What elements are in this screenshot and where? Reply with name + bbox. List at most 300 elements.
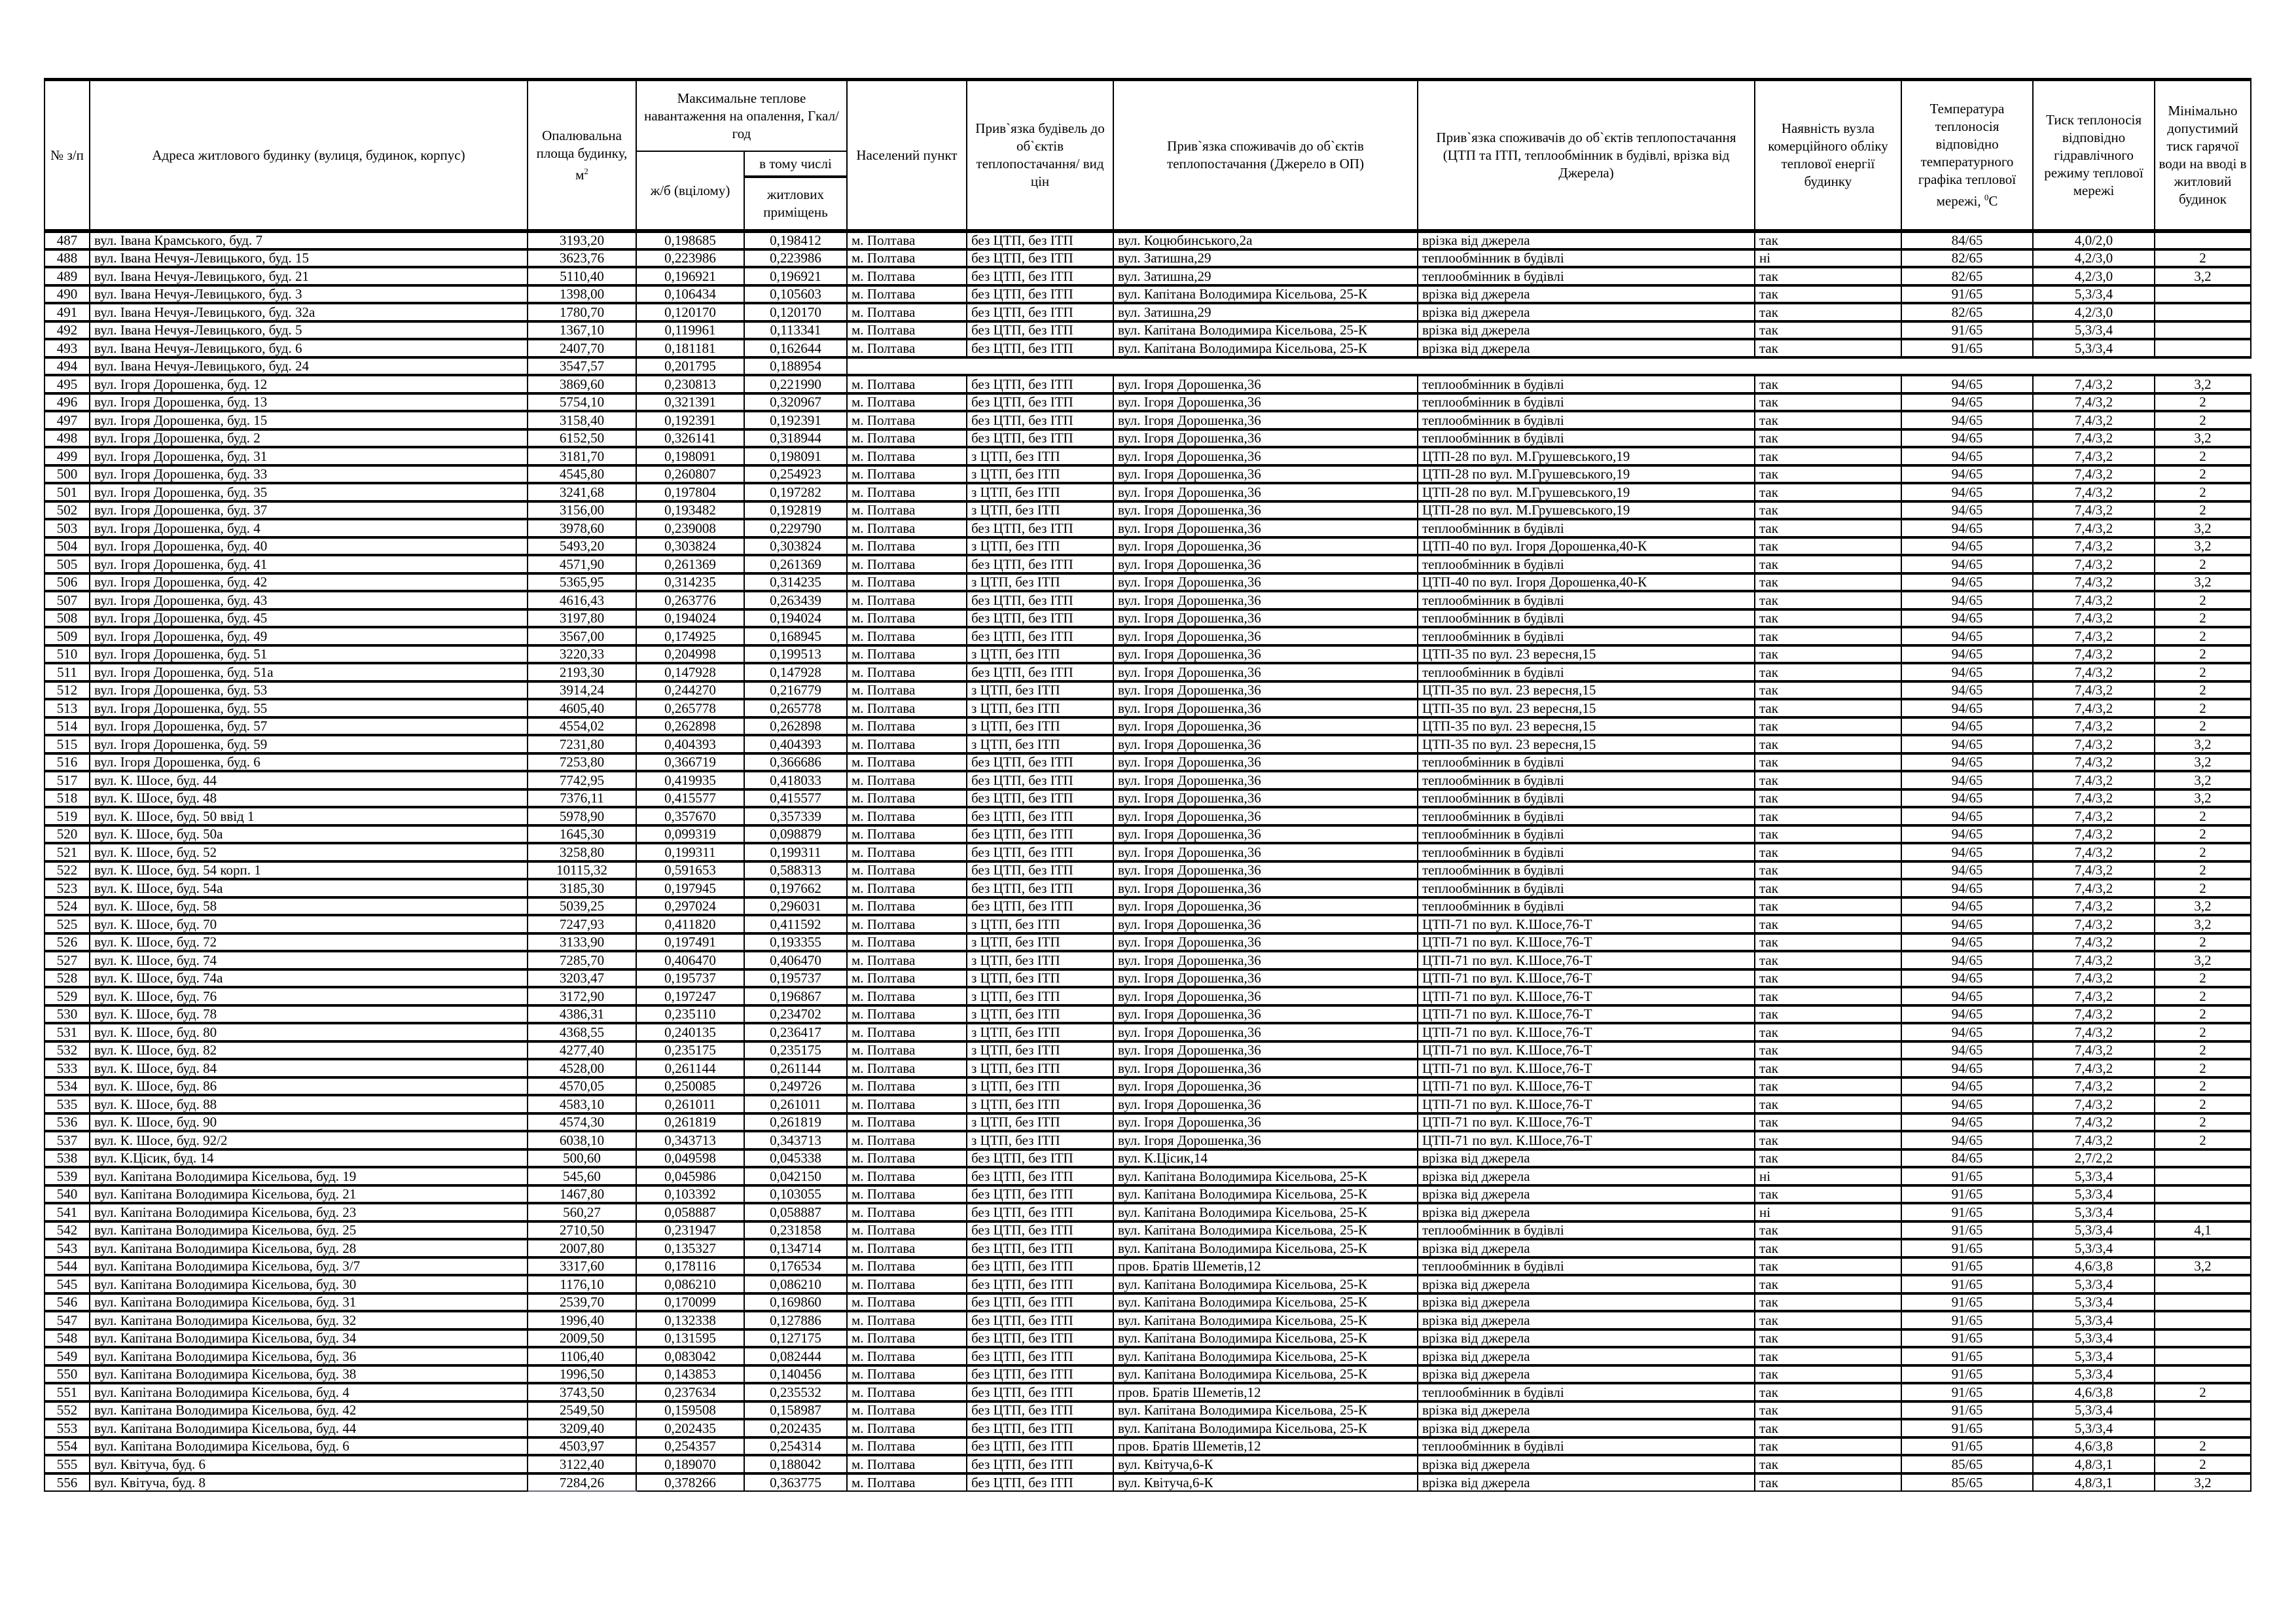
cell-binding-type: без ЦТП, без ІТП bbox=[967, 1473, 1113, 1492]
cell-connection: теплообмінник в будівлі bbox=[1418, 1437, 1755, 1456]
cell-load-total: 0,197804 bbox=[636, 483, 744, 501]
cell-load-total: 0,254357 bbox=[636, 1437, 744, 1456]
cell-address: вул. К. Шосе, буд. 92/2 bbox=[90, 1131, 528, 1149]
cell-temperature: 94/65 bbox=[1901, 555, 2033, 573]
cell-min-pressure: 2 bbox=[2155, 663, 2251, 681]
cell-load-residential: 0,113341 bbox=[744, 321, 847, 340]
cell-binding-type: з ЦТП, без ІТП bbox=[967, 969, 1113, 988]
table-row bbox=[45, 375, 2251, 393]
cell-temperature: 94/65 bbox=[1901, 465, 2033, 484]
cell-source: вул. Ігоря Дорошенка,36 bbox=[1113, 1023, 1418, 1041]
cell-address: вул. К. Шосе, буд. 70 bbox=[90, 915, 528, 933]
cell-temperature: 94/65 bbox=[1901, 825, 2033, 844]
cell-address: вул. Ігоря Дорошенка, буд. 55 bbox=[90, 699, 528, 717]
cell-load-residential: 0,411592 bbox=[744, 915, 847, 933]
cell-meter: так bbox=[1755, 1077, 1901, 1096]
cell-min-pressure: 3,2 bbox=[2155, 789, 2251, 808]
cell-heated-area: 7247,93 bbox=[528, 915, 636, 933]
cell-min-pressure bbox=[2155, 1293, 2251, 1312]
cell-binding-type: з ЦТП, без ІТП bbox=[967, 1005, 1113, 1024]
cell-pressure: 2,7/2,2 bbox=[2033, 1149, 2155, 1168]
cell-load-total: 0,197247 bbox=[636, 987, 744, 1005]
cell-source: вул. Ігоря Дорошенка,36 bbox=[1113, 393, 1418, 412]
cell-address: вул. К. Шосе, буд. 76 bbox=[90, 987, 528, 1005]
cell-source: вул. Капітана Володимира Кісельова, 25-К bbox=[1113, 1401, 1418, 1420]
cell-min-pressure bbox=[2155, 1185, 2251, 1204]
cell-address: вул. Капітана Володимира Кісельова, буд. 34 bbox=[90, 1329, 528, 1348]
cell-address: вул. Ігоря Дорошенка, буд. 49 bbox=[90, 627, 528, 645]
cell-heated-area: 7253,80 bbox=[528, 753, 636, 772]
cell-source: вул. Ігоря Дорошенка,36 bbox=[1113, 555, 1418, 573]
cell-address: вул. К.Цісик, буд. 14 bbox=[90, 1149, 528, 1168]
cell-temperature: 94/65 bbox=[1901, 969, 2033, 988]
cell-temperature: 94/65 bbox=[1901, 987, 2033, 1005]
table-row bbox=[45, 447, 2251, 465]
cell-load-residential: 0,363775 bbox=[744, 1473, 847, 1492]
cell-heated-area: 3869,60 bbox=[528, 375, 636, 393]
table-row bbox=[45, 267, 2251, 285]
cell-min-pressure: 3,2 bbox=[2155, 375, 2251, 393]
cell-source: вул. Ігоря Дорошенка,36 bbox=[1113, 717, 1418, 736]
table-row bbox=[45, 789, 2251, 808]
cell-heated-area: 3193,20 bbox=[528, 231, 636, 249]
cell-pressure: 7,4/3,2 bbox=[2033, 987, 2155, 1005]
cell-load-residential: 0,254923 bbox=[744, 465, 847, 484]
table-row bbox=[45, 1437, 2251, 1456]
cell-load-total: 0,326141 bbox=[636, 429, 744, 448]
cell-pressure: 7,4/3,2 bbox=[2033, 537, 2155, 556]
cell-load-residential: 0,176534 bbox=[744, 1257, 847, 1276]
cell-address: вул. Капітана Володимира Кісельова, буд. 38 bbox=[90, 1365, 528, 1384]
cell-source: вул. Ігоря Дорошенка,36 bbox=[1113, 807, 1418, 825]
cell-meter: так bbox=[1755, 879, 1901, 897]
cell-connection: врізка від джерела bbox=[1418, 1347, 1755, 1365]
cell-meter: так bbox=[1755, 1239, 1901, 1257]
cell-heated-area: 1996,40 bbox=[528, 1311, 636, 1329]
header-load-incl: в тому числі bbox=[744, 151, 847, 177]
cell-heated-area: 1996,50 bbox=[528, 1365, 636, 1384]
cell-min-pressure bbox=[2155, 285, 2251, 304]
cell-source: вул. Капітана Володимира Кісельова, 25-К bbox=[1113, 1275, 1418, 1293]
cell-heated-area: 2539,70 bbox=[528, 1293, 636, 1312]
cell-binding-type: без ЦТП, без ІТП bbox=[967, 861, 1113, 880]
cell-row-number: 518 bbox=[45, 789, 90, 808]
cell-temperature: 91/65 bbox=[1901, 1239, 2033, 1257]
cell-address: вул. Квітуча, буд. 6 bbox=[90, 1455, 528, 1473]
cell-connection: теплообмінник в будівлі bbox=[1418, 429, 1755, 448]
cell-settlement: м. Полтава bbox=[847, 1167, 967, 1185]
cell-load-residential: 0,127175 bbox=[744, 1329, 847, 1348]
cell-settlement: м. Полтава bbox=[847, 627, 967, 645]
cell-pressure: 5,3/3,4 bbox=[2033, 1329, 2155, 1348]
cell-min-pressure: 2 bbox=[2155, 1383, 2251, 1401]
cell-binding-type: без ЦТП, без ІТП bbox=[967, 1167, 1113, 1185]
cell-load-total: 0,197491 bbox=[636, 933, 744, 952]
cell-binding-type: без ЦТП, без ІТП bbox=[967, 1257, 1113, 1276]
cell-min-pressure: 2 bbox=[2155, 1077, 2251, 1096]
cell-meter: так bbox=[1755, 393, 1901, 412]
cell-row-number: 543 bbox=[45, 1239, 90, 1257]
header-load-total: ж/б (вцілому) bbox=[636, 151, 744, 231]
cell-row-number: 517 bbox=[45, 771, 90, 789]
cell-settlement: м. Полтава bbox=[847, 321, 967, 340]
cell-address: вул. Ігоря Дорошенка, буд. 43 bbox=[90, 591, 528, 609]
cell-pressure: 7,4/3,2 bbox=[2033, 735, 2155, 753]
cell-meter: так bbox=[1755, 465, 1901, 484]
cell-settlement: м. Полтава bbox=[847, 789, 967, 808]
cell-binding-type: з ЦТП, без ІТП bbox=[967, 699, 1113, 717]
cell-temperature: 91/65 bbox=[1901, 1419, 2033, 1437]
cell-heated-area: 1176,10 bbox=[528, 1275, 636, 1293]
cell-row-number: 521 bbox=[45, 843, 90, 861]
cell-temperature: 94/65 bbox=[1901, 429, 2033, 448]
cell-temperature bbox=[1901, 357, 2033, 376]
table-row bbox=[45, 1401, 2251, 1420]
cell-load-total: 0,230813 bbox=[636, 375, 744, 393]
cell-source: вул. Капітана Володимира Кісельова, 25-К bbox=[1113, 1419, 1418, 1437]
cell-source: вул. Ігоря Дорошенка,36 bbox=[1113, 375, 1418, 393]
cell-binding-type: з ЦТП, без ІТП bbox=[967, 1095, 1113, 1113]
table-row bbox=[45, 537, 2251, 556]
heat-supply-table-sheet bbox=[44, 78, 2251, 1492]
cell-min-pressure bbox=[2155, 321, 2251, 340]
cell-load-total: 0,591653 bbox=[636, 861, 744, 880]
table-row bbox=[45, 699, 2251, 717]
cell-settlement: м. Полтава bbox=[847, 483, 967, 501]
cell-min-pressure: 2 bbox=[2155, 1041, 2251, 1060]
table-row bbox=[45, 717, 2251, 736]
cell-meter: так bbox=[1755, 537, 1901, 556]
cell-pressure: 7,4/3,2 bbox=[2033, 843, 2155, 861]
cell-pressure: 5,3/3,4 bbox=[2033, 1293, 2155, 1312]
cell-min-pressure bbox=[2155, 1311, 2251, 1329]
cell-temperature: 94/65 bbox=[1901, 483, 2033, 501]
cell-source: вул. Ігоря Дорошенка,36 bbox=[1113, 537, 1418, 556]
cell-pressure: 7,4/3,2 bbox=[2033, 1005, 2155, 1024]
cell-source: вул. Ігоря Дорошенка,36 bbox=[1113, 411, 1418, 429]
cell-load-residential: 0,318944 bbox=[744, 429, 847, 448]
cell-source: вул. Коцюбинського,2а bbox=[1113, 231, 1418, 249]
cell-row-number: 529 bbox=[45, 987, 90, 1005]
cell-heated-area: 4545,80 bbox=[528, 465, 636, 484]
cell-min-pressure: 2 bbox=[2155, 969, 2251, 988]
cell-temperature: 94/65 bbox=[1901, 1113, 2033, 1132]
cell-load-total: 0,178116 bbox=[636, 1257, 744, 1276]
cell-settlement bbox=[847, 357, 967, 376]
cell-settlement: м. Полтава bbox=[847, 429, 967, 448]
cell-binding-type: без ЦТП, без ІТП bbox=[967, 897, 1113, 916]
cell-min-pressure: 2 bbox=[2155, 699, 2251, 717]
cell-pressure: 7,4/3,2 bbox=[2033, 1059, 2155, 1077]
cell-heated-area: 4616,43 bbox=[528, 591, 636, 609]
cell-meter: так bbox=[1755, 951, 1901, 969]
cell-heated-area: 4554,02 bbox=[528, 717, 636, 736]
cell-load-total: 0,261144 bbox=[636, 1059, 744, 1077]
cell-temperature: 94/65 bbox=[1901, 1023, 2033, 1041]
cell-heated-area: 2193,30 bbox=[528, 663, 636, 681]
cell-settlement: м. Полтава bbox=[847, 285, 967, 304]
cell-row-number: 515 bbox=[45, 735, 90, 753]
cell-min-pressure: 2 bbox=[2155, 1113, 2251, 1132]
cell-heated-area: 560,27 bbox=[528, 1203, 636, 1221]
cell-meter: так bbox=[1755, 663, 1901, 681]
table-row bbox=[45, 1293, 2251, 1312]
cell-min-pressure bbox=[2155, 1329, 2251, 1348]
table-row bbox=[45, 483, 2251, 501]
cell-row-number: 514 bbox=[45, 717, 90, 736]
cell-address: вул. Ігоря Дорошенка, буд. 35 bbox=[90, 483, 528, 501]
table-row bbox=[45, 555, 2251, 573]
cell-settlement: м. Полтава bbox=[847, 969, 967, 988]
cell-pressure: 5,3/3,4 bbox=[2033, 1275, 2155, 1293]
table-row bbox=[45, 987, 2251, 1005]
cell-temperature: 94/65 bbox=[1901, 1059, 2033, 1077]
cell-load-total: 0,366719 bbox=[636, 753, 744, 772]
cell-meter: так bbox=[1755, 645, 1901, 664]
cell-load-residential: 0,404393 bbox=[744, 735, 847, 753]
cell-load-total: 0,297024 bbox=[636, 897, 744, 916]
cell-pressure: 7,4/3,2 bbox=[2033, 915, 2155, 933]
cell-source: вул. Ігоря Дорошенка,36 bbox=[1113, 1059, 1418, 1077]
cell-pressure: 5,3/3,4 bbox=[2033, 1239, 2155, 1257]
cell-load-residential: 0,235175 bbox=[744, 1041, 847, 1060]
cell-meter: так bbox=[1755, 1311, 1901, 1329]
cell-address: вул. Капітана Володимира Кісельова, буд. 31 bbox=[90, 1293, 528, 1312]
cell-meter: так bbox=[1755, 627, 1901, 645]
cell-temperature: 94/65 bbox=[1901, 699, 2033, 717]
cell-settlement: м. Полтава bbox=[847, 1473, 967, 1492]
cell-heated-area: 545,60 bbox=[528, 1167, 636, 1185]
cell-binding-type: без ЦТП, без ІТП bbox=[967, 339, 1113, 357]
cell-source: вул. Ігоря Дорошенка,36 bbox=[1113, 465, 1418, 484]
cell-connection: врізка від джерела bbox=[1418, 1239, 1755, 1257]
cell-row-number: 501 bbox=[45, 483, 90, 501]
cell-heated-area: 4277,40 bbox=[528, 1041, 636, 1060]
cell-source: вул. Квітуча,6-К bbox=[1113, 1455, 1418, 1473]
cell-load-total: 0,193482 bbox=[636, 501, 744, 520]
cell-source: вул. Капітана Володимира Кісельова, 25-К bbox=[1113, 1221, 1418, 1240]
cell-min-pressure: 3,2 bbox=[2155, 267, 2251, 285]
cell-binding-type: без ЦТП, без ІТП bbox=[967, 1365, 1113, 1384]
cell-connection: ЦТП-35 по вул. 23 вересня,15 bbox=[1418, 717, 1755, 736]
cell-meter: так bbox=[1755, 1365, 1901, 1384]
table-row bbox=[45, 1149, 2251, 1168]
header-area: Опалювальна площа будинку, $м^2$ bbox=[528, 80, 636, 232]
cell-min-pressure: 3,2 bbox=[2155, 735, 2251, 753]
cell-min-pressure: 2 bbox=[2155, 717, 2251, 736]
cell-source: вул. Ігоря Дорошенка,36 bbox=[1113, 429, 1418, 448]
cell-row-number: 533 bbox=[45, 1059, 90, 1077]
cell-address: вул. Ігоря Дорошенка, буд. 37 bbox=[90, 501, 528, 520]
cell-temperature: 91/65 bbox=[1901, 1401, 2033, 1420]
cell-meter: так bbox=[1755, 1329, 1901, 1348]
cell-heated-area: 4583,10 bbox=[528, 1095, 636, 1113]
cell-temperature: 94/65 bbox=[1901, 1041, 2033, 1060]
cell-connection: теплообмінник в будівлі bbox=[1418, 843, 1755, 861]
cell-pressure: 4,2/3,0 bbox=[2033, 267, 2155, 285]
cell-min-pressure: 3,2 bbox=[2155, 771, 2251, 789]
cell-load-residential: 0,197662 bbox=[744, 879, 847, 897]
cell-temperature: 94/65 bbox=[1901, 1005, 2033, 1024]
cell-load-residential: 0,195737 bbox=[744, 969, 847, 988]
cell-heated-area: 7231,80 bbox=[528, 735, 636, 753]
table-row bbox=[45, 645, 2251, 664]
cell-settlement: м. Полтава bbox=[847, 1293, 967, 1312]
table-row bbox=[45, 735, 2251, 753]
cell-load-residential: 0,147928 bbox=[744, 663, 847, 681]
cell-min-pressure: 2 bbox=[2155, 501, 2251, 520]
cell-temperature: 94/65 bbox=[1901, 915, 2033, 933]
cell-address: вул. Капітана Володимира Кісельова, буд. 32 bbox=[90, 1311, 528, 1329]
cell-address: вул. К. Шосе, буд. 90 bbox=[90, 1113, 528, 1132]
cell-row-number: 492 bbox=[45, 321, 90, 340]
cell-load-total: 0,143853 bbox=[636, 1365, 744, 1384]
cell-min-pressure bbox=[2155, 303, 2251, 321]
cell-address: вул. Капітана Володимира Кісельова, буд. 23 bbox=[90, 1203, 528, 1221]
cell-meter: так bbox=[1755, 771, 1901, 789]
cell-load-residential: 0,162644 bbox=[744, 339, 847, 357]
cell-min-pressure: 3,2 bbox=[2155, 1473, 2251, 1492]
cell-settlement: м. Полтава bbox=[847, 1059, 967, 1077]
cell-row-number: 540 bbox=[45, 1185, 90, 1204]
cell-pressure: 4,2/3,0 bbox=[2033, 249, 2155, 268]
cell-load-total: 0,199311 bbox=[636, 843, 744, 861]
cell-binding-type: без ЦТП, без ІТП bbox=[967, 609, 1113, 628]
cell-connection: врізка від джерела bbox=[1418, 1275, 1755, 1293]
cell-load-residential: 0,103055 bbox=[744, 1185, 847, 1204]
cell-binding-type: без ЦТП, без ІТП bbox=[967, 663, 1113, 681]
cell-source: вул. Ігоря Дорошенка,36 bbox=[1113, 861, 1418, 880]
cell-heated-area: 3241,68 bbox=[528, 483, 636, 501]
cell-source: вул. Ігоря Дорошенка,36 bbox=[1113, 843, 1418, 861]
cell-address: вул. К. Шосе, буд. 84 bbox=[90, 1059, 528, 1077]
cell-source bbox=[1113, 357, 1418, 376]
cell-meter: так bbox=[1755, 1131, 1901, 1149]
cell-source: вул. Ігоря Дорошенка,36 bbox=[1113, 915, 1418, 933]
cell-source: вул. Ігоря Дорошенка,36 bbox=[1113, 1077, 1418, 1096]
header-binding-type: Прив`язка будівель до об`єктів теплопостачання/ вид цін bbox=[967, 80, 1113, 232]
cell-min-pressure: 2 bbox=[2155, 825, 2251, 844]
cell-connection: ЦТП-35 по вул. 23 вересня,15 bbox=[1418, 681, 1755, 700]
cell-heated-area: 4570,05 bbox=[528, 1077, 636, 1096]
table-row bbox=[45, 663, 2251, 681]
cell-temperature: 91/65 bbox=[1901, 1383, 2033, 1401]
cell-settlement: м. Полтава bbox=[847, 1347, 967, 1365]
cell-meter: так bbox=[1755, 573, 1901, 592]
cell-binding-type: без ЦТП, без ІТП bbox=[967, 303, 1113, 321]
cell-connection: врізка від джерела bbox=[1418, 1293, 1755, 1312]
cell-binding-type: без ЦТП, без ІТП bbox=[967, 789, 1113, 808]
cell-row-number: 532 bbox=[45, 1041, 90, 1060]
cell-source: вул. Капітана Володимира Кісельова, 25-К bbox=[1113, 1185, 1418, 1204]
cell-heated-area: 3172,90 bbox=[528, 987, 636, 1005]
cell-pressure: 5,3/3,4 bbox=[2033, 1311, 2155, 1329]
table-row bbox=[45, 1383, 2251, 1401]
cell-temperature: 94/65 bbox=[1901, 951, 2033, 969]
cell-load-residential: 0,314235 bbox=[744, 573, 847, 592]
cell-pressure: 4,8/3,1 bbox=[2033, 1473, 2155, 1492]
cell-heated-area: 7284,26 bbox=[528, 1473, 636, 1492]
cell-source: вул. Капітана Володимира Кісельова, 25-К bbox=[1113, 1203, 1418, 1221]
cell-load-total: 0,197945 bbox=[636, 879, 744, 897]
cell-row-number: 523 bbox=[45, 879, 90, 897]
cell-load-residential: 0,192819 bbox=[744, 501, 847, 520]
cell-min-pressure: 2 bbox=[2155, 933, 2251, 952]
cell-pressure: 7,4/3,2 bbox=[2033, 573, 2155, 592]
table-row bbox=[45, 1221, 2251, 1240]
cell-temperature: 91/65 bbox=[1901, 1203, 2033, 1221]
cell-load-total: 0,192391 bbox=[636, 411, 744, 429]
table-row bbox=[45, 1473, 2251, 1492]
cell-binding-type: без ЦТП, без ІТП bbox=[967, 591, 1113, 609]
cell-min-pressure: 2 bbox=[2155, 861, 2251, 880]
cell-heated-area: 6038,10 bbox=[528, 1131, 636, 1149]
cell-load-total: 0,195737 bbox=[636, 969, 744, 988]
cell-load-total: 0,235175 bbox=[636, 1041, 744, 1060]
cell-row-number: 506 bbox=[45, 573, 90, 592]
cell-address: вул. Ігоря Дорошенка, буд. 12 bbox=[90, 375, 528, 393]
cell-address: вул. К. Шосе, буд. 74 bbox=[90, 951, 528, 969]
cell-binding-type: без ЦТП, без ІТП bbox=[967, 1455, 1113, 1473]
cell-pressure: 5,3/3,4 bbox=[2033, 321, 2155, 340]
cell-pressure: 7,4/3,2 bbox=[2033, 897, 2155, 916]
cell-settlement: м. Полтава bbox=[847, 681, 967, 700]
cell-pressure: 5,3/3,4 bbox=[2033, 1221, 2155, 1240]
cell-temperature: 94/65 bbox=[1901, 537, 2033, 556]
cell-meter: так bbox=[1755, 717, 1901, 736]
cell-row-number: 513 bbox=[45, 699, 90, 717]
cell-temperature: 91/65 bbox=[1901, 1221, 2033, 1240]
cell-temperature: 94/65 bbox=[1901, 933, 2033, 952]
cell-address: вул. Івана Крамського, буд. 7 bbox=[90, 231, 528, 249]
cell-meter: так bbox=[1755, 861, 1901, 880]
cell-pressure: 7,4/3,2 bbox=[2033, 699, 2155, 717]
cell-pressure: 7,4/3,2 bbox=[2033, 1131, 2155, 1149]
cell-min-pressure bbox=[2155, 1401, 2251, 1420]
cell-settlement: м. Полтава bbox=[847, 735, 967, 753]
cell-meter: ні bbox=[1755, 1203, 1901, 1221]
cell-meter: так bbox=[1755, 591, 1901, 609]
cell-source: вул. Ігоря Дорошенка,36 bbox=[1113, 519, 1418, 537]
table-row bbox=[45, 465, 2251, 484]
cell-settlement: м. Полтава bbox=[847, 1257, 967, 1276]
cell-pressure: 5,3/3,4 bbox=[2033, 339, 2155, 357]
cell-pressure: 5,3/3,4 bbox=[2033, 1203, 2155, 1221]
table-row bbox=[45, 1059, 2251, 1077]
cell-source: вул. К.Цісик,14 bbox=[1113, 1149, 1418, 1168]
cell-row-number: 547 bbox=[45, 1311, 90, 1329]
cell-heated-area: 3203,47 bbox=[528, 969, 636, 988]
cell-temperature: 94/65 bbox=[1901, 519, 2033, 537]
cell-connection: ЦТП-35 по вул. 23 вересня,15 bbox=[1418, 645, 1755, 664]
cell-pressure: 4,6/3,8 bbox=[2033, 1257, 2155, 1276]
cell-binding-type: без ЦТП, без ІТП bbox=[967, 1437, 1113, 1456]
header-address: Адреса житлового будинку (вулиця, будинок, корпус) bbox=[90, 80, 528, 232]
cell-min-pressure: 2 bbox=[2155, 1005, 2251, 1024]
cell-temperature: 94/65 bbox=[1901, 411, 2033, 429]
cell-binding-type: з ЦТП, без ІТП bbox=[967, 951, 1113, 969]
cell-pressure: 7,4/3,2 bbox=[2033, 681, 2155, 700]
cell-settlement: м. Полтава bbox=[847, 1365, 967, 1384]
cell-load-residential: 0,120170 bbox=[744, 303, 847, 321]
table-row bbox=[45, 1329, 2251, 1348]
cell-min-pressure: 3,2 bbox=[2155, 573, 2251, 592]
cell-binding-type: з ЦТП, без ІТП bbox=[967, 573, 1113, 592]
cell-heated-area: 3133,90 bbox=[528, 933, 636, 952]
cell-binding-type: без ЦТП, без ІТП bbox=[967, 627, 1113, 645]
cell-connection: ЦТП-40 по вул. Ігоря Дорошенка,40-К bbox=[1418, 573, 1755, 592]
cell-load-total: 0,263776 bbox=[636, 591, 744, 609]
